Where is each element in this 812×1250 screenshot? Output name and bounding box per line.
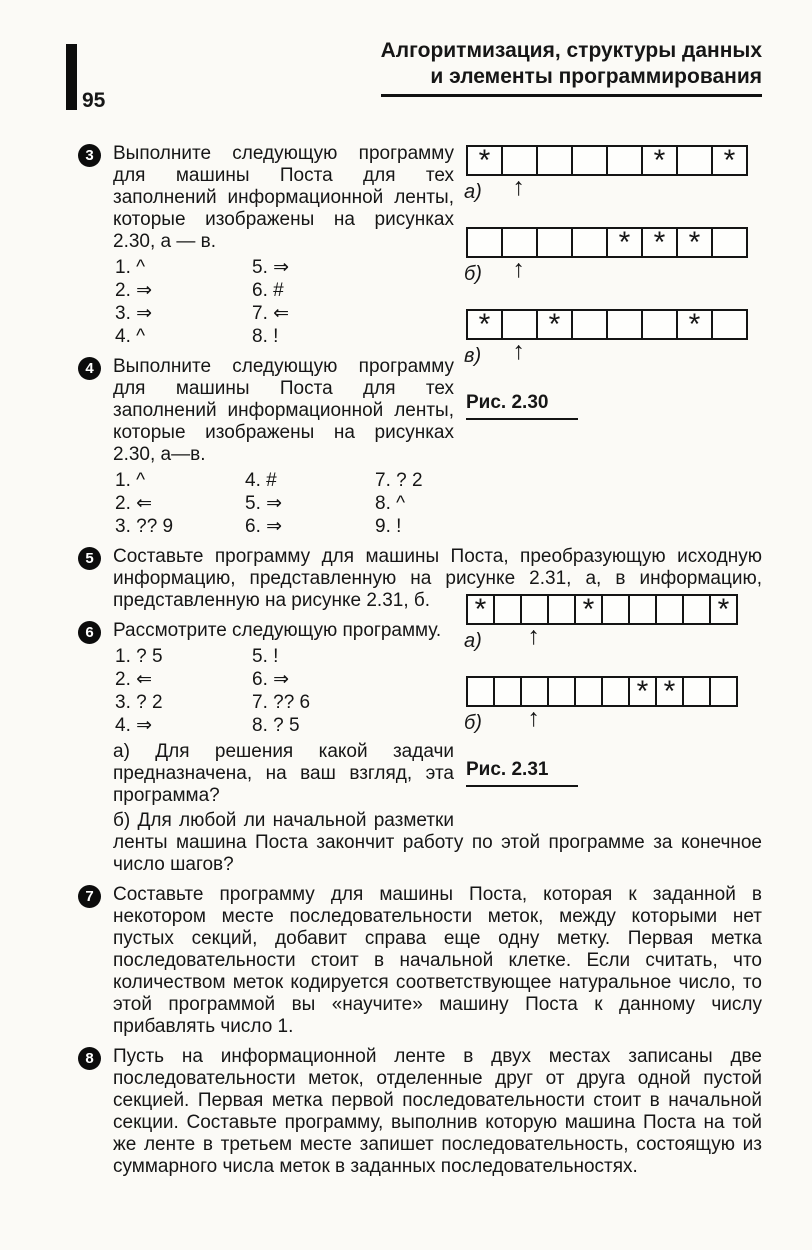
program-step: 5. ⇒: [252, 257, 290, 278]
program-step: 2. ⇒: [115, 280, 153, 301]
program-column: [115, 256, 252, 348]
program-step: 3. ? 2: [115, 692, 163, 713]
tape-cell-empty: [501, 227, 538, 258]
tape-cells: [466, 145, 762, 176]
tape-label: б): [464, 712, 482, 734]
problem-4: [78, 356, 762, 538]
tape-pointer-row: [464, 255, 762, 288]
tape-cell-empty: [536, 145, 573, 176]
tape-cell-empty: [536, 227, 573, 258]
problem-number-badge: 6: [78, 621, 101, 644]
program-step: 7. ?? 6: [252, 692, 311, 713]
carriage-arrow-icon: ↑: [512, 337, 525, 365]
tape-cell-empty: [571, 227, 608, 258]
program-listing: [115, 645, 454, 737]
tape-cell-marked: *: [466, 145, 503, 176]
program-step: 7. ? 2: [375, 470, 423, 491]
tape-cell-marked: *: [709, 594, 738, 625]
problem-text: Составьте программу для машины Поста, которая к заданной в некотором месте последовательности меток, между которыми нет пустых секций, добавит справа еще одну метку. Первая метка последовательности стоит в начальной клетке. Если считать, что количеством меток кодируется соответствующее натуральное число, то этой программой вы «научите» машину Поста к данному числу прибавлять число 1.: [113, 884, 762, 1037]
program-step: 2. ⇐: [115, 493, 153, 514]
problem-8: [78, 1046, 762, 1178]
problem-text-part-1: Составьте программу для машины Поста, преобразующую исходную информацию, представленную на рисунке 2.31, а, в: [113, 546, 762, 589]
program-step: 3. ⇒: [115, 303, 153, 324]
tape-cell-marked: *: [655, 676, 684, 707]
page-margin-bar: [66, 44, 77, 110]
running-header: [381, 38, 762, 97]
header-line-2: и элементы программирования: [430, 65, 762, 88]
tape-cell-marked: *: [711, 145, 748, 176]
program-step: 4. ⇒: [115, 715, 153, 736]
program-step: 5. !: [252, 646, 279, 667]
problem-7: [78, 884, 762, 1038]
tape-cell-marked: *: [466, 309, 503, 340]
problem-3: [78, 143, 762, 413]
header-line-1: Алгоритмизация, структуры данных: [380, 39, 762, 62]
tape-label: а): [464, 630, 482, 652]
tape-cell-empty: [606, 309, 643, 340]
problem-number-badge: 5: [78, 547, 101, 570]
question-a: а) Для решения какой задачи предназначена, на ваш взгляд, эта программа?: [113, 741, 454, 806]
program-step: 8. ^: [375, 493, 406, 514]
program-step: 8. ? 5: [252, 715, 300, 736]
page-number-block: [66, 44, 105, 110]
tape-cells: [466, 309, 762, 340]
program-listing: [115, 256, 454, 348]
program-column: [375, 469, 423, 538]
program-column: [115, 645, 252, 737]
tape-cell-marked: *: [574, 594, 603, 625]
tape-cell-empty: [501, 145, 538, 176]
tape-label: в): [464, 345, 482, 367]
problem-number-badge: 7: [78, 885, 101, 908]
carriage-arrow-icon: ↑: [512, 173, 525, 201]
tape-cell-empty: [711, 309, 748, 340]
program-step: 5. ⇒: [245, 493, 283, 514]
page-number: 95: [82, 89, 106, 112]
carriage-arrow-icon: ↑: [512, 255, 525, 283]
tape-cell-marked: *: [641, 145, 678, 176]
tape-label: а): [464, 181, 482, 203]
question-b: б) Для любой ли начальной разметки ленты машина Поста закончит работу по этой программе за конечное число шагов?: [113, 810, 762, 875]
tape-cells: [466, 227, 762, 258]
program-step: 4. ^: [115, 326, 146, 347]
info-tape: [466, 227, 762, 288]
program-step: 6. ⇒: [252, 669, 290, 690]
tape-cell-marked: *: [676, 309, 713, 340]
program-step: 2. ⇐: [115, 669, 153, 690]
program-step: 6. #: [252, 280, 284, 301]
problem-text: Выполните следующую программу для машины Поста для тех заполнений информационной ленты, которые изображены на рисунках 2.30, а — в.: [113, 143, 454, 252]
tape-cell-marked: *: [641, 227, 678, 258]
info-tape: [466, 145, 762, 206]
carriage-arrow-icon: ↑: [527, 622, 540, 650]
problem-number-badge: 4: [78, 357, 101, 380]
program-column: [252, 256, 289, 348]
tape-cell-empty: [606, 145, 643, 176]
tape-cell-marked: *: [466, 594, 495, 625]
figure-caption: Рис. 2.31: [466, 759, 578, 787]
problem-text: Рассмотрите следующую программу.: [113, 620, 442, 641]
problem-text: Выполните следующую программу для машины Поста для тех заполнений информационной ленты, которые изображены на рисунках 2.30, а—в.: [113, 356, 454, 465]
page-content: [78, 143, 762, 1178]
tape-cell-empty: [641, 309, 678, 340]
program-step: 9. !: [375, 516, 402, 537]
tape-cell-marked: *: [628, 676, 657, 707]
tape-label: б): [464, 263, 482, 285]
problem-number-badge: 8: [78, 1047, 101, 1070]
program-step: 6. ⇒: [245, 516, 283, 537]
tape-cell-empty: [466, 227, 503, 258]
tape-cell-empty: [571, 309, 608, 340]
tape-cell-marked: *: [536, 309, 573, 340]
tape-cell-empty: [501, 309, 538, 340]
program-step: 7. ⇐: [252, 303, 290, 324]
tape-cell-empty: [571, 145, 608, 176]
problem-text-part-2: информацию, представленную на рисунке 2.31, б.: [113, 568, 762, 611]
program-column: [252, 645, 310, 737]
problem-number-badge: 3: [78, 144, 101, 167]
program-step: 4. #: [245, 470, 277, 491]
tape-cell-empty: [711, 227, 748, 258]
program-listing: [115, 469, 454, 538]
tape-pointer-row: [464, 173, 762, 206]
program-step: 1. ^: [115, 470, 146, 491]
problem-6: [78, 620, 762, 876]
program-step: 8. !: [252, 326, 279, 347]
program-step: 3. ?? 9: [115, 516, 174, 537]
tape-cell-empty: [676, 145, 713, 176]
tape-cell-marked: *: [676, 227, 713, 258]
tape-cell-marked: *: [606, 227, 643, 258]
program-step: 1. ^: [115, 257, 146, 278]
problem-text: Пусть на информационной ленте в двух местах записаны две последовательности меток, отделенные друг от друга одной пустой секцией. Первая метка первой последовательности стоит в начальной секции. Составьте программу, выполнив которую машина Поста на той же ленте в третьем месте запишет последовательность, состоящую из суммарного числа меток в заданных последовательностях.: [113, 1046, 762, 1177]
program-step: 1. ? 5: [115, 646, 163, 667]
carriage-arrow-icon: ↑: [527, 704, 540, 732]
figure-caption: Рис. 2.30: [466, 392, 578, 420]
program-column: [115, 469, 245, 538]
program-column: [245, 469, 375, 538]
